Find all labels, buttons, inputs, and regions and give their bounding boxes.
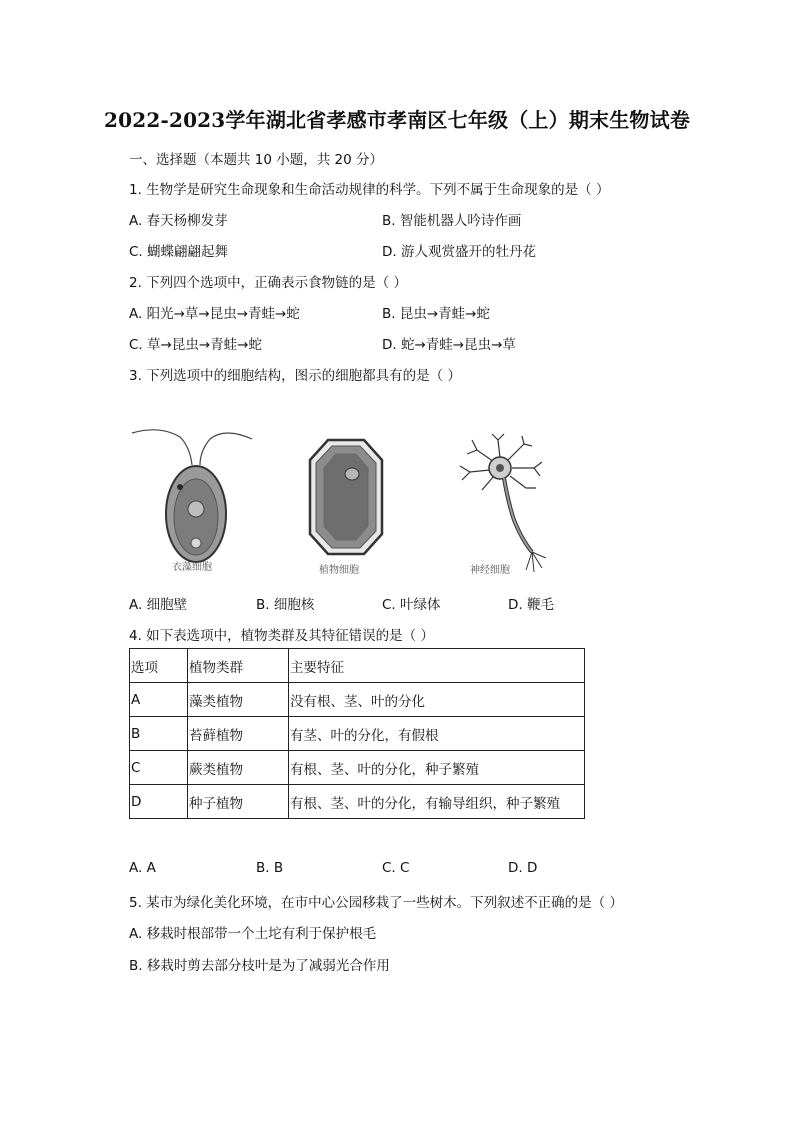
chlamydomonas-cell-figure: [130, 425, 260, 555]
table-row: [130, 751, 585, 785]
q1-option-d: D. 游人观赏盛开的牡丹花: [382, 244, 536, 260]
question-4-stem: 4. 如下表选项中，植物类群及其特征错误的是（ ）: [129, 628, 434, 644]
q2-option-a: A. 阳光→草→昆虫→青蛙→蛇: [129, 306, 300, 322]
q3-option-d: D. 鞭毛: [508, 597, 554, 613]
q2-option-b: B. 昆虫→青蛙→蛇: [382, 306, 490, 322]
chlamydomonas-caption: 衣藻细胞: [172, 562, 212, 573]
table-cell: 蕨类植物: [188, 751, 289, 785]
q1-option-b: B. 智能机器人吟诗作画: [382, 213, 522, 229]
neuron-figure: [452, 432, 552, 580]
plant-groups-table: [129, 648, 585, 819]
table-cell: D: [130, 785, 188, 819]
table-cell: 有茎、叶的分化，有假根: [289, 717, 585, 751]
table-cell: 种子植物: [188, 785, 289, 819]
table-cell: 没有根、茎、叶的分化: [289, 683, 585, 717]
q4-option-d: D. D: [508, 860, 538, 876]
table-cell: 有根、茎、叶的分化，有输导组织，种子繁殖: [289, 785, 585, 819]
q5-option-a: A. 移栽时根部带一个土坨有利于保护根毛: [129, 926, 377, 942]
table-header-cell: 主要特征: [289, 649, 585, 683]
q4-option-c: C. C: [382, 860, 410, 876]
q3-option-b: B. 细胞核: [256, 597, 315, 613]
page-title: 2022-2023学年湖北省孝感市孝南区七年级（上）期末生物试卷: [103, 108, 691, 132]
q1-option-c: C. 蝴蝶翩翩起舞: [129, 244, 229, 260]
question-3-stem: 3. 下列选项中的细胞结构，图示的细胞都具有的是（ ）: [129, 368, 461, 384]
table-header-cell: 植物类群: [188, 649, 289, 683]
q4-option-b: B. B: [256, 860, 284, 876]
table-cell: 苔藓植物: [188, 717, 289, 751]
table-cell: C: [130, 751, 188, 785]
table-cell: 藻类植物: [188, 683, 289, 717]
section-heading: 一、选择题（本题共 10 小题，共 20 分）: [129, 152, 384, 168]
table-cell: B: [130, 717, 188, 751]
table-cell: 有根、茎、叶的分化，种子繁殖: [289, 751, 585, 785]
plant-cell-figure: [306, 438, 386, 556]
q1-option-a: A. 春天杨柳发芽: [129, 213, 228, 229]
q2-option-c: C. 草→昆虫→青蛙→蛇: [129, 337, 262, 353]
question-1-stem: 1. 生物学是研究生命现象和生命活动规律的科学。下列不属于生命现象的是（ ）: [129, 182, 610, 198]
table-row: [130, 717, 585, 751]
question-5-stem: 5. 某市为绿化美化环境，在市中心公园移栽了一些树木。下列叙述不正确的是（ ）: [129, 895, 623, 911]
q3-option-c: C. 叶绿体: [382, 597, 441, 613]
question-2-stem: 2. 下列四个选项中，正确表示食物链的是（ ）: [129, 275, 407, 291]
q3-option-a: A. 细胞壁: [129, 597, 188, 613]
table-row: [130, 785, 585, 819]
table-row: [130, 683, 585, 717]
table-header-row: [130, 649, 585, 683]
q5-option-b: B. 移栽时剪去部分枝叶是为了减弱光合作用: [129, 958, 390, 974]
q4-option-a: A. A: [129, 860, 156, 876]
neuron-caption: 神经细胞: [470, 565, 510, 576]
plant-cell-caption: 植物细胞: [319, 565, 359, 576]
table-header-cell: 选项: [130, 649, 188, 683]
table-cell: A: [130, 683, 188, 717]
q2-option-d: D. 蛇→青蛙→昆虫→草: [382, 337, 516, 353]
